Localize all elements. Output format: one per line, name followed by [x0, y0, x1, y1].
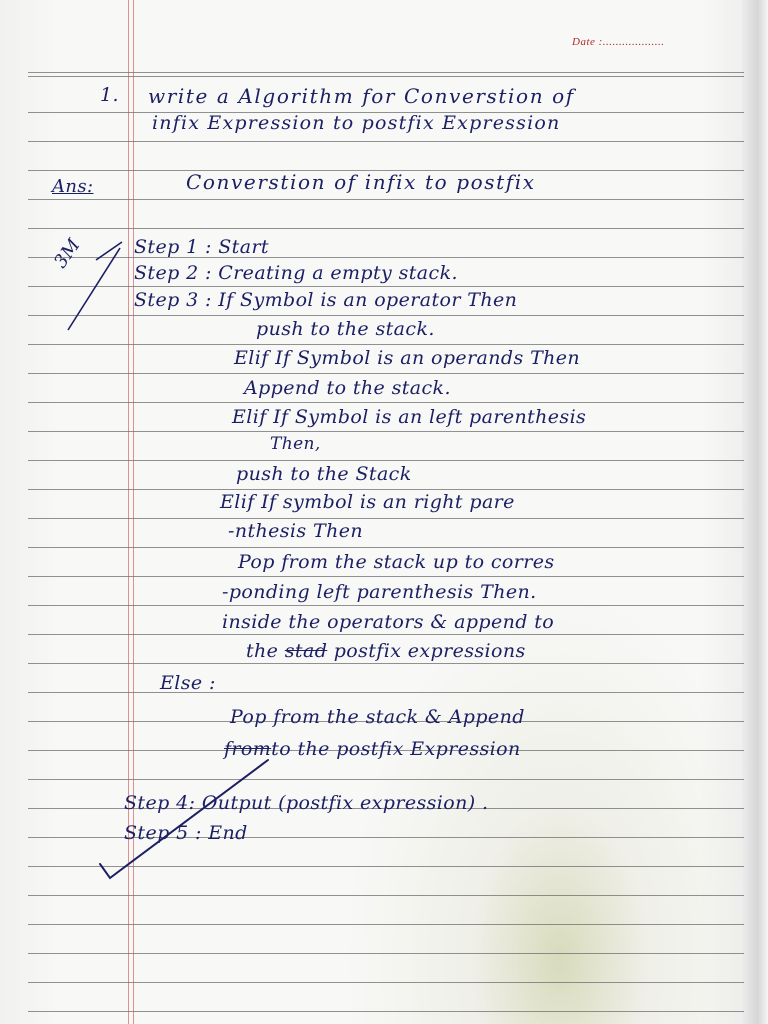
- step-3-line-13-suffix: postfix expressions: [333, 640, 526, 662]
- step-5: Step 5 : End: [124, 822, 248, 844]
- ruled-line: [28, 576, 744, 577]
- step-3-line-3: Elif If Symbol is an operands Then: [234, 347, 581, 369]
- ruled-line: [28, 402, 744, 403]
- ruled-line: [28, 489, 744, 490]
- step-3-line-2: push to the stack.: [256, 318, 435, 340]
- step-3-line-13-prefix: the: [246, 640, 279, 662]
- ruled-line: [28, 199, 744, 200]
- step-3-line-1: Step 3 : If Symbol is an operator Then: [134, 289, 518, 311]
- ruled-line: [28, 344, 744, 345]
- ruled-line: [28, 924, 744, 925]
- ruled-line: [28, 953, 744, 954]
- ruled-line: [28, 373, 744, 374]
- else-line-1: Pop from the stack & Append: [230, 706, 525, 728]
- ruled-line: [28, 895, 744, 896]
- step-3-line-11: -ponding left parenthesis Then.: [222, 581, 537, 603]
- ruled-line: [28, 982, 744, 983]
- else-label: Else :: [160, 672, 216, 694]
- ruled-line: [28, 141, 744, 142]
- ruled-line: [28, 518, 744, 519]
- notebook-binding: [742, 0, 768, 1024]
- marks-annotation: 3M: [50, 234, 85, 273]
- question-line-2: infix Expression to postfix Expression: [152, 112, 561, 134]
- ruled-line: [28, 547, 744, 548]
- step-4: Step 4: Output (postfix expression) .: [124, 792, 489, 814]
- ruled-line: [28, 460, 744, 461]
- check-mark-icon: [92, 752, 282, 892]
- step-3-line-4: Append to the stack.: [244, 377, 451, 399]
- step-3-line-6: Then,: [270, 434, 321, 454]
- answer-label: Ans:: [52, 176, 94, 197]
- step-3-line-12: inside the operators & append to: [222, 611, 555, 633]
- ruled-line: [28, 72, 744, 73]
- ruled-line: [28, 1011, 744, 1012]
- question-number: 1.: [100, 84, 119, 106]
- struck-word: from: [224, 738, 272, 760]
- ruled-line: [28, 76, 744, 77]
- date-label: Date :...................: [572, 36, 665, 48]
- step-3-line-13: [246, 640, 526, 662]
- step-3-line-5: Elif If Symbol is an left parenthesis: [232, 406, 587, 428]
- else-line-2-text: to the postfix Expression: [271, 738, 521, 760]
- ruled-line: [28, 315, 744, 316]
- ruled-line: [28, 634, 744, 635]
- step-1: Step 1 : Start: [134, 236, 269, 258]
- question-line-1: write a Algorithm for Converstion of: [148, 84, 575, 108]
- ruled-line: [28, 692, 744, 693]
- ruled-line: [28, 228, 744, 229]
- answer-heading: Converstion of infix to postfix: [186, 170, 536, 194]
- ruled-line: [28, 605, 744, 606]
- struck-word: stad: [284, 640, 328, 662]
- step-3-line-10: Pop from the stack up to corres: [238, 551, 555, 573]
- step-3-line-9: -nthesis Then: [228, 520, 363, 542]
- marks-slash-mark: [60, 238, 130, 338]
- ruled-line: [28, 286, 744, 287]
- ruled-line: [28, 431, 744, 432]
- step-2: Step 2 : Creating a empty stack.: [134, 262, 458, 284]
- step-3-line-8: Elif If symbol is an right pare: [220, 491, 515, 513]
- step-3-line-7: push to the Stack: [236, 463, 412, 485]
- ruled-line: [28, 663, 744, 664]
